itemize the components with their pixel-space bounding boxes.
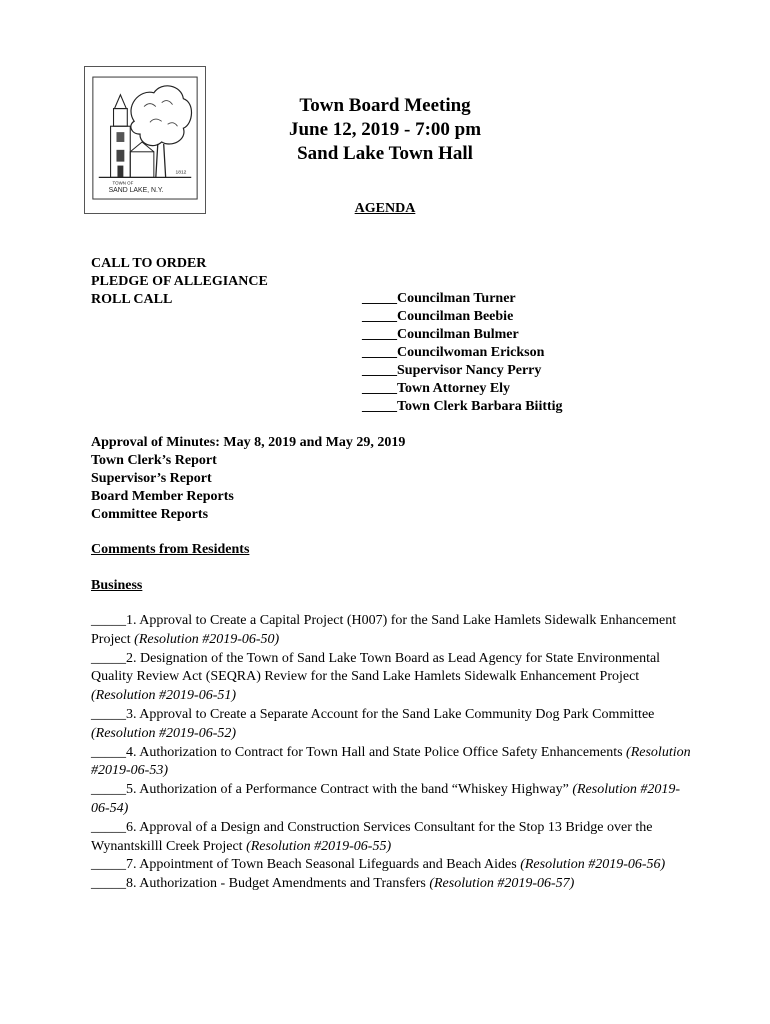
roll-call-member: _____Town Attorney Ely xyxy=(362,381,511,396)
supervisor-report: Supervisor’s Report xyxy=(91,471,212,486)
business-item xyxy=(91,744,691,782)
roll-call-label: ROLL CALL xyxy=(91,292,173,307)
resolution-number: (Resolution #2019-06-51) xyxy=(91,688,237,704)
town-seal-logo xyxy=(84,66,206,214)
church-and-tree-illustration xyxy=(85,67,205,213)
business-item xyxy=(91,875,691,894)
roll-call-member: _____Town Clerk Barbara Biittig xyxy=(362,399,563,414)
business-item-text: _____4. Authorization to Contract for Town Hall and State Police Office Safety Enhancements xyxy=(91,744,627,760)
resolution-number: (Resolution #2019-06-56) xyxy=(520,857,666,873)
resolution-number: (Resolution #2019-06-52) xyxy=(91,725,237,741)
board-member-reports: Board Member Reports xyxy=(91,489,234,504)
roll-call-member: _____Councilman Beebie xyxy=(362,309,514,324)
business-item xyxy=(91,856,691,875)
roll-call-member: _____Councilman Bulmer xyxy=(362,327,519,342)
meeting-location: Sand Lake Town Hall xyxy=(297,143,473,164)
meeting-title: Town Board Meeting xyxy=(299,95,471,116)
meeting-title-block xyxy=(200,94,570,166)
town-clerk-report: Town Clerk’s Report xyxy=(91,453,217,468)
roll-call-list xyxy=(362,290,563,416)
business-item xyxy=(91,706,691,744)
roll-call-member: _____Councilman Turner xyxy=(362,291,516,306)
resolution-number: (Resolution #2019-06-57) xyxy=(429,876,575,892)
business-item xyxy=(91,781,691,819)
business-item xyxy=(91,819,691,857)
call-to-order: CALL TO ORDER xyxy=(91,256,207,271)
business-item-text: _____6. Approval of a Design and Construction Services Consultant for the Stop 13 Bridge over the Wynantskilll Creek Project xyxy=(91,819,653,854)
business-item xyxy=(91,612,691,650)
comments-from-residents-heading: Comments from Residents xyxy=(91,542,250,557)
business-item-text: _____2. Designation of the Town of Sand Lake Town Board as Lead Agency for State Environmental Quality Review Act (SEQRA) Review for the Sand Lake Hamlets Sidewalk Enhancement Project xyxy=(91,650,661,685)
pledge-of-allegiance: PLEDGE OF ALLEGIANCE xyxy=(91,274,268,289)
logo-text-line2: SAND LAKE, N.Y. xyxy=(108,187,164,195)
resolution-number: (Resolution #2019-06-50) xyxy=(134,631,280,647)
committee-reports: Committee Reports xyxy=(91,507,209,522)
meeting-date-time: June 12, 2019 - 7:00 pm xyxy=(288,119,482,140)
business-item-text: _____7. Appointment of Town Beach Seasonal Lifeguards and Beach Aides xyxy=(91,857,521,873)
approval-of-minutes: Approval of Minutes: May 8, 2019 and May 29, 2019 xyxy=(91,435,406,450)
business-item-text: _____5. Authorization of a Performance Contract with the band “Whiskey Highway” xyxy=(91,782,573,798)
resolution-number: (Resolution #2019-06-54) xyxy=(91,782,681,816)
agenda-heading: AGENDA xyxy=(354,201,416,216)
resolution-number: (Resolution #2019-06-55) xyxy=(246,838,392,854)
business-item-text: _____8. Authorization - Budget Amendments and Transfers xyxy=(91,876,430,892)
resolution-number: (Resolution #2019-06-53) xyxy=(91,744,691,779)
business-heading: Business xyxy=(91,578,143,593)
business-item-text: _____1. Approval to Create a Capital Project (H007) for the Sand Lake Hamlets Sidewalk Enhancement Project xyxy=(91,613,677,647)
logo-year: 1812 xyxy=(175,170,187,176)
business-item xyxy=(91,650,691,706)
roll-call-member: _____Supervisor Nancy Perry xyxy=(362,363,542,378)
logo-text-line1: TOWN OF xyxy=(112,180,134,186)
business-item-text: _____3. Approval to Create a Separate Account for the Sand Lake Community Dog Park Committee xyxy=(91,706,655,722)
roll-call-member: _____Councilwoman Erickson xyxy=(362,345,545,360)
business-items-list xyxy=(91,612,691,894)
